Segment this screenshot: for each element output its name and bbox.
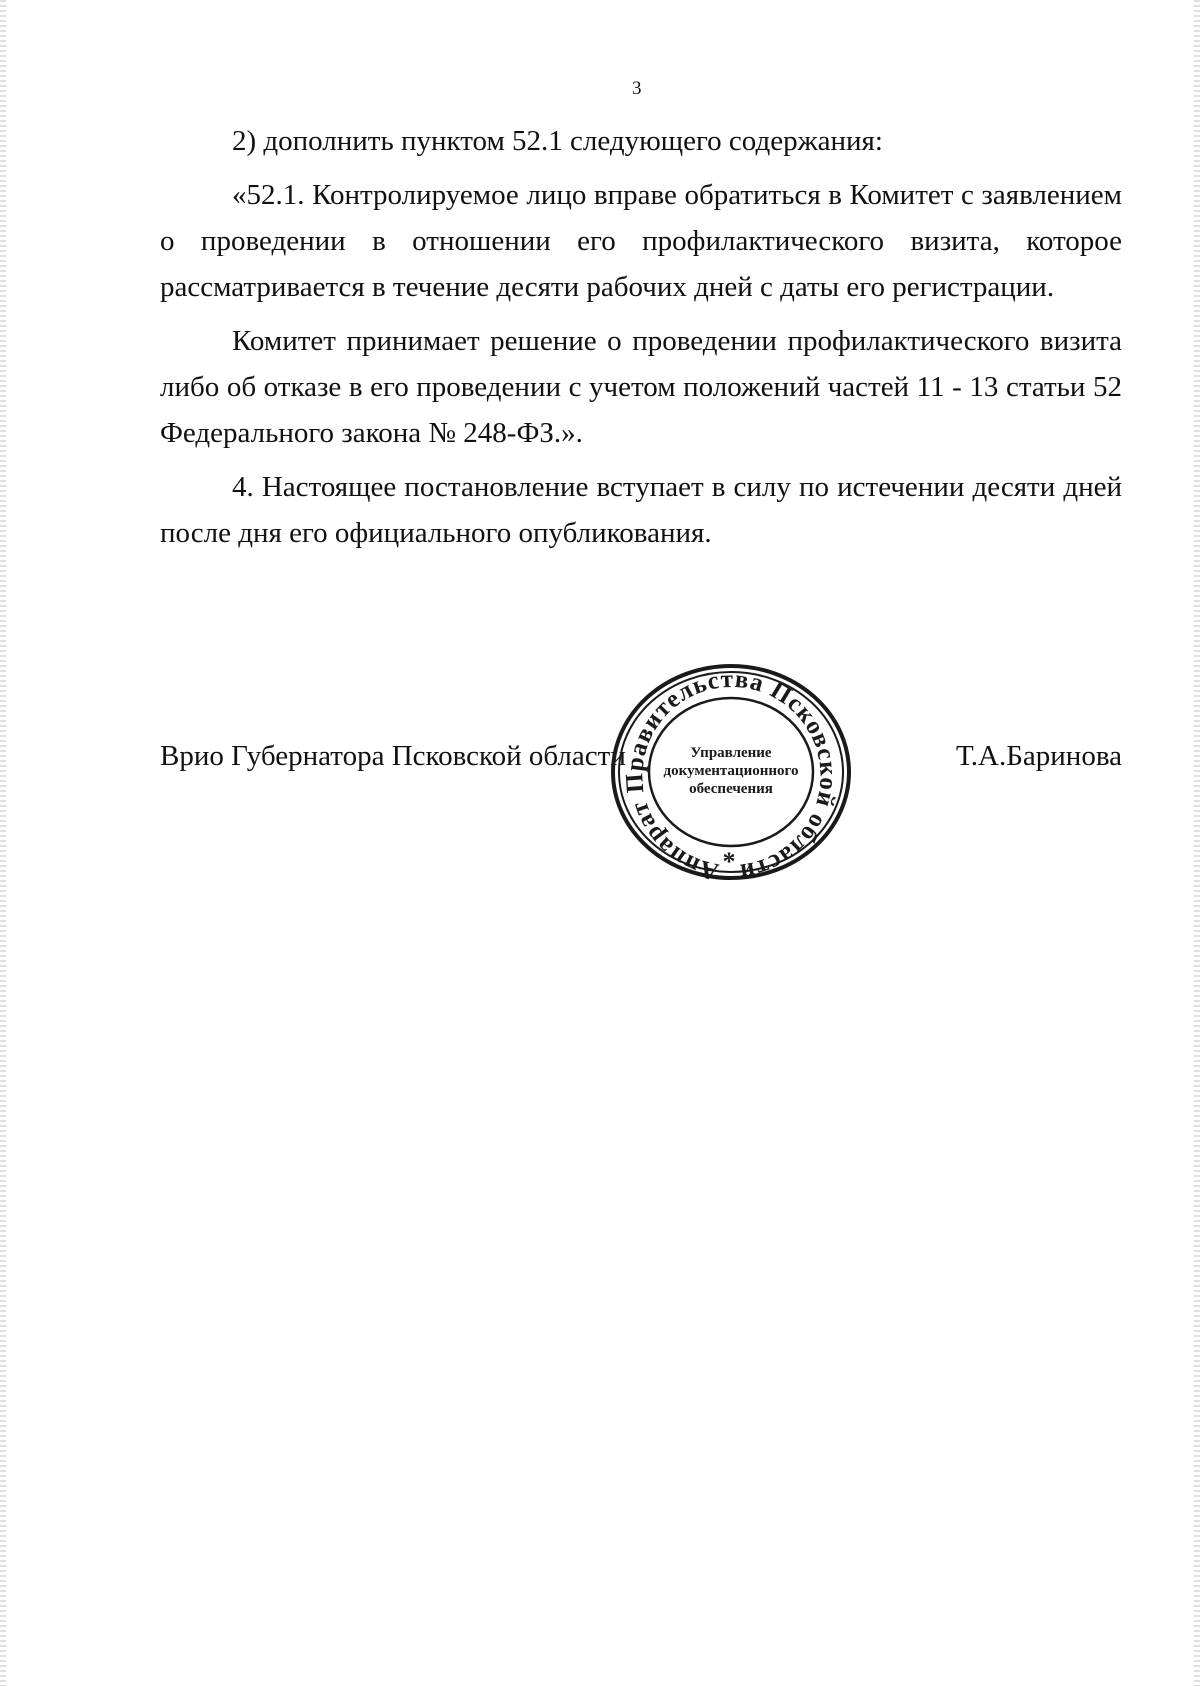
paragraph-52-1: «52.1. Контролируемое лицо вправе обратиться в Комитет с заявлением о проведении в отношении его профилактического визита, которое рассматривается в течение десяти рабочих дней с даты его регистрации.	[160, 179, 1122, 303]
seal-outer-text: Аппарат Правительства Псковской области	[621, 665, 842, 884]
scan-edge-right	[1194, 0, 1200, 1686]
paragraph-committee-decision: Комитет принимает решение о проведении профилактического визита либо об отказе в его проведении с учетом положений частей 11 - 13 статьи 52 Федерального закона № 248-ФЗ.».	[160, 325, 1122, 449]
scan-edge-left	[0, 0, 6, 1686]
signatory-position: Врио Губернатора Псковской области	[160, 740, 626, 772]
seal-inner-line-1: Управление	[690, 745, 772, 761]
signatory-name: Т.А.Баринова	[956, 740, 1122, 772]
seal-inner-line-3: обеспечения	[689, 781, 773, 797]
paragraph-amendment-intro: 2) дополнить пунктом 52.1 следующего содержания:	[232, 125, 883, 157]
paragraph-entry-into-force: 4. Настоящее постановление вступает в силу по истечении десяти дней после дня его официального опубликования.	[160, 471, 1122, 549]
page-number: 3	[632, 78, 642, 99]
official-seal	[608, 660, 854, 884]
seal-inner-line-2: документационного	[663, 763, 799, 779]
document-body	[160, 118, 1122, 556]
seal-star: *	[722, 847, 736, 876]
seal-graphic	[608, 660, 854, 884]
